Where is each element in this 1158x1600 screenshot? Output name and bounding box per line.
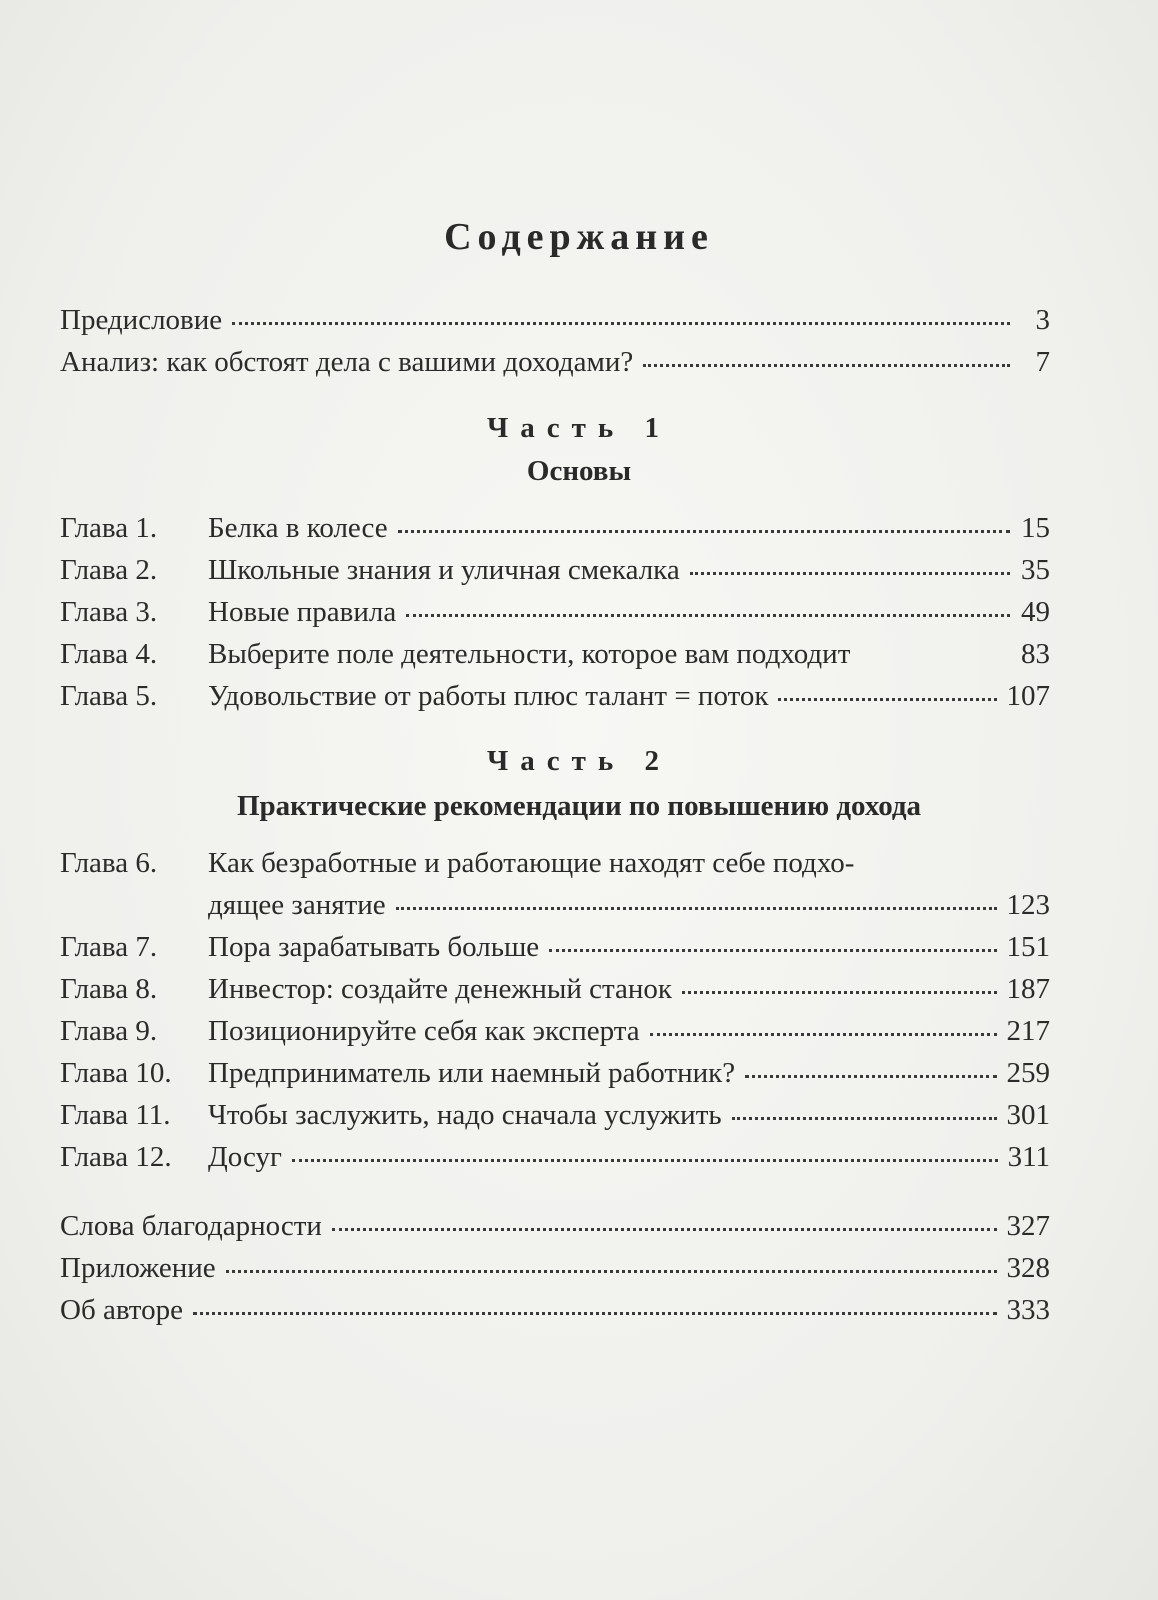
toc-entry-page: 3 <box>1035 304 1050 336</box>
toc-entry-chapter <box>60 592 1050 632</box>
toc-entry-chapter <box>60 676 1050 716</box>
toc-entry-label: Слова благодарности <box>60 1210 322 1242</box>
part2-title: Практические рекомендации по повышению дохода <box>236 790 922 822</box>
toc-entry-page: 311 <box>1007 1141 1050 1173</box>
dot-leader <box>690 572 1010 575</box>
toc-entry-label: Позиционируйте себя как эксперта <box>208 1015 640 1047</box>
dot-leader <box>292 1159 998 1162</box>
toc-entry-page: 187 <box>1006 973 1050 1005</box>
toc-entry-label: Как безработные и работающие находят себе подхо- <box>208 847 855 879</box>
chapter-number: Глава 5. <box>60 680 158 712</box>
toc-entry-label: Предисловие <box>60 304 223 336</box>
toc-entry-label: Удовольствие от работы плюс талант = поток <box>208 680 769 712</box>
toc-entry-label: Предприниматель или наемный работник? <box>208 1057 736 1089</box>
toc-entry-acknowledgements <box>60 1206 1050 1246</box>
toc-entry-chapter <box>60 634 1050 674</box>
toc-entry-page: 327 <box>1006 1210 1050 1242</box>
dot-leader <box>226 1270 997 1273</box>
toc-entry-chapter <box>60 1011 1050 1051</box>
part1-title: Основы <box>526 455 632 487</box>
toc-entry-analysis <box>60 342 1050 382</box>
chapter-number: Глава 2. <box>60 554 158 586</box>
toc-entry-label: Выберите поле деятельности, которое вам подходит <box>208 638 851 670</box>
toc-entry-page: 151 <box>1006 931 1050 963</box>
toc-entry-label: Школьные знания и уличная смекалка <box>208 554 680 586</box>
toc-entry-page: 301 <box>1006 1099 1050 1131</box>
chapter-number: Глава 10. <box>60 1057 172 1089</box>
toc-entry-label: Белка в колесе <box>208 512 388 544</box>
dot-leader <box>643 364 1010 367</box>
toc-entry-page: 333 <box>1006 1294 1050 1326</box>
toc-entry-chapter6-line1 <box>60 843 1050 883</box>
dot-leader <box>406 614 1010 617</box>
toc-entry-label: Новые правила <box>208 596 397 628</box>
chapter-number: Глава 11. <box>60 1099 171 1131</box>
toc-entry-page: 259 <box>1006 1057 1050 1089</box>
chapter-number: Глава 7. <box>60 931 158 963</box>
toc-entry-page: 49 <box>1021 596 1050 628</box>
dot-leader <box>332 1228 997 1231</box>
page-title: Содержание <box>444 216 714 258</box>
chapter-number: Глава 4. <box>60 638 158 670</box>
toc-entry-label: Анализ: как обстоят дела с вашими доходами? <box>60 346 634 378</box>
toc-entry-appendix <box>60 1248 1050 1288</box>
chapter-number: Глава 12. <box>60 1141 172 1173</box>
toc-entry-label: Пора зарабатывать больше <box>208 931 540 963</box>
dot-leader <box>398 530 1010 533</box>
chapter-number: Глава 3. <box>60 596 158 628</box>
toc-entry-page: 217 <box>1006 1015 1050 1047</box>
chapter-number: Глава 6. <box>60 847 158 879</box>
toc-entry-chapter <box>60 550 1050 590</box>
dot-leader <box>650 1033 997 1036</box>
toc-entry-chapter <box>60 1095 1050 1135</box>
dot-leader <box>778 698 996 701</box>
toc-entry-page: 107 <box>1006 680 1050 712</box>
toc-entry-chapter <box>60 1137 1050 1177</box>
chapter-number: Глава 9. <box>60 1015 158 1047</box>
toc-entry-chapter <box>60 969 1050 1009</box>
toc-entry-label: Досуг <box>208 1141 282 1173</box>
chapter-number: Глава 8. <box>60 973 158 1005</box>
toc-entry-chapter <box>60 508 1050 548</box>
dot-leader <box>396 907 997 910</box>
part1-heading: Часть 1 <box>487 412 671 444</box>
dot-leader <box>682 991 997 994</box>
toc-entry-page: 328 <box>1006 1252 1050 1284</box>
toc-entry-about-author <box>60 1290 1050 1330</box>
part2-heading: Часть 2 <box>487 745 671 777</box>
toc-entry-page: 123 <box>1006 889 1050 921</box>
toc-entry-page: 7 <box>1035 346 1050 378</box>
chapter-number: Глава 1. <box>60 512 158 544</box>
toc-entry-label: Инвестор: создайте денежный станок <box>208 973 672 1005</box>
toc-entry-page: 83 <box>1021 638 1050 670</box>
toc-entry-label: Чтобы заслужить, надо сначала услужить <box>208 1099 722 1131</box>
dot-leader <box>549 949 996 952</box>
toc-entry-chapter <box>60 927 1050 967</box>
toc-entry-label: дящее занятие <box>208 889 386 921</box>
toc-entry-chapter6-line2 <box>208 885 1050 925</box>
dot-leader <box>232 322 1010 325</box>
toc-entry-page: 35 <box>1021 554 1050 586</box>
toc-entry-chapter <box>60 1053 1050 1093</box>
dot-leader <box>732 1117 997 1120</box>
dot-leader <box>745 1075 996 1078</box>
toc-entry-page: 15 <box>1021 512 1050 544</box>
dot-leader <box>193 1312 997 1315</box>
toc-entry-preface <box>60 300 1050 340</box>
toc-entry-label: Об авторе <box>60 1294 183 1326</box>
toc-entry-label: Приложение <box>60 1252 216 1284</box>
